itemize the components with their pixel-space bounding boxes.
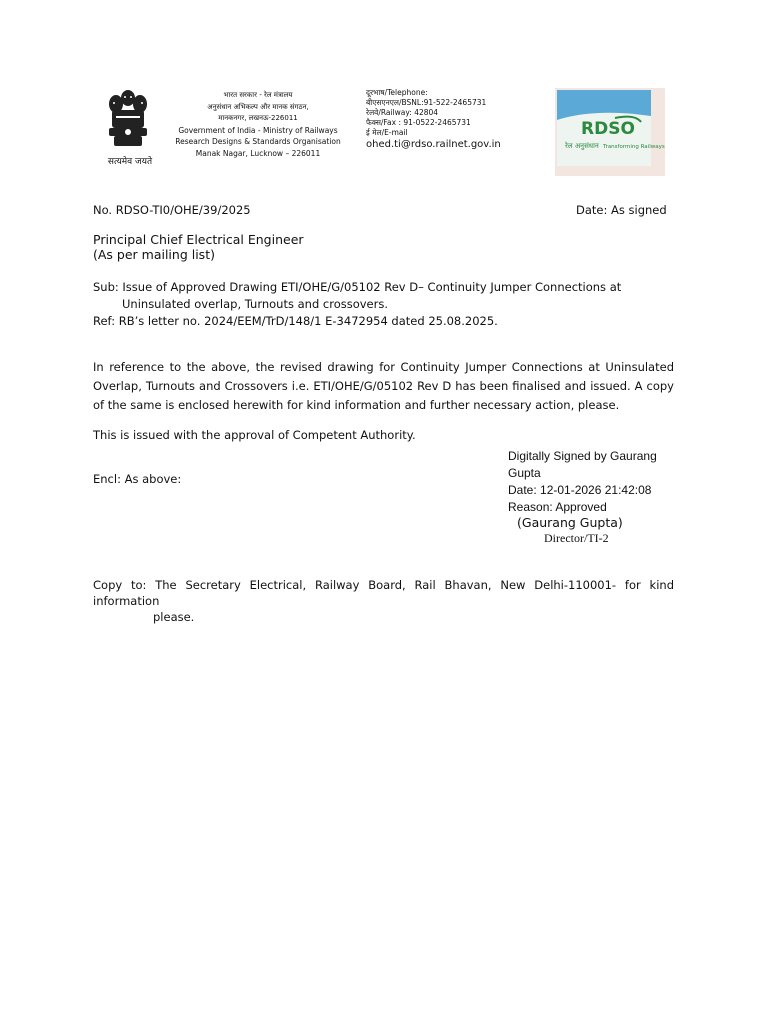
- logo-hindi: रेल अनुसंधान: [565, 142, 599, 150]
- org-english-line: Manak Nagar, Lucknow – 226011: [195, 148, 321, 158]
- fax-number: फैक्स/Fax : 91-0522-2465731: [366, 118, 471, 127]
- railway-number: रेलवे/Railway: 42804: [366, 108, 439, 117]
- email-address[interactable]: ohed.ti@rdso.railnet.gov.in: [366, 139, 501, 150]
- telephone-label: दूरभाष/Telephone:: [366, 88, 428, 97]
- rdso-logo: [555, 88, 665, 176]
- org-hindi-line: अनुसंधान अभिकल्प और मानक संगठन,: [207, 102, 309, 111]
- body-paragraph: In reference to the above, the revised drawing for Continuity Jumper Connections at Uninsulated Overlap, Turnouts and Crossovers i.e. ETI/OHE/G/05102 Rev D has been finalised and issued. A copy of the same is enclosed herewith for kind information and further necessary action, please.: [93, 360, 674, 412]
- emblem-caption: सत्यमेव जयते: [107, 157, 153, 167]
- email-label: ई मेल/E-mail: [366, 128, 408, 137]
- signature-line: Digitally Signed by Gaurang: [508, 449, 657, 463]
- signature-date: Date: 12-01-2026 21:42:08: [508, 483, 652, 497]
- org-english-line: Research Designs & Standards Organisation: [175, 137, 341, 146]
- copy-to-continuation: please.: [153, 610, 195, 624]
- letter-number: No. RDSO-TI0/OHE/39/2025: [93, 203, 251, 217]
- subject-block: [93, 279, 653, 330]
- signer-name: (Gaurang Gupta): [517, 515, 623, 530]
- organisation-header: [168, 90, 348, 159]
- addressee: Principal Chief Electrical Engineer: [93, 232, 304, 247]
- signature-reason: Reason: Approved: [508, 500, 607, 514]
- org-hindi-line: मानकनगर, लखनऊ-226011: [218, 114, 298, 122]
- copy-to: Copy to: The Secretary Electrical, Railway Board, Rail Bhavan, New Delhi-110001- for kind information: [93, 578, 674, 608]
- subject-line: Uninsulated overlap, Turnouts and crossovers.: [122, 297, 389, 311]
- logo-tagline: Transforming Railways: [603, 144, 665, 150]
- subject-line: Sub: Issue of Approved Drawing ETI/OHE/G/05102 Rev D– Continuity Jumper Connections at: [93, 280, 622, 294]
- reference-line: Ref: RB’s letter no. 2024/EEM/TrD/148/1 E-3472954 dated 25.08.2025.: [93, 314, 498, 328]
- signature-line: Gupta: [508, 466, 541, 480]
- letter-date: Date: As signed: [576, 203, 667, 217]
- addressee-block: [93, 232, 304, 262]
- signer-designation: Director/TI-2: [544, 531, 609, 545]
- addressee-note: (As per mailing list): [93, 247, 215, 262]
- org-hindi-line: भारत सरकार - रेल मंत्रालय: [223, 91, 293, 99]
- digital-signature: [508, 448, 668, 516]
- enclosure-line: Encl: As above:: [93, 472, 182, 486]
- org-english-line: Government of India - Ministry of Railways: [178, 125, 338, 135]
- bsnl-number: बीएसएनएल/BSNL:91-522-2465731: [366, 98, 487, 107]
- approval-line: This is issued with the approval of Competent Authority.: [93, 428, 416, 442]
- contact-block: [366, 88, 501, 150]
- logo-text: RDSO: [581, 119, 635, 139]
